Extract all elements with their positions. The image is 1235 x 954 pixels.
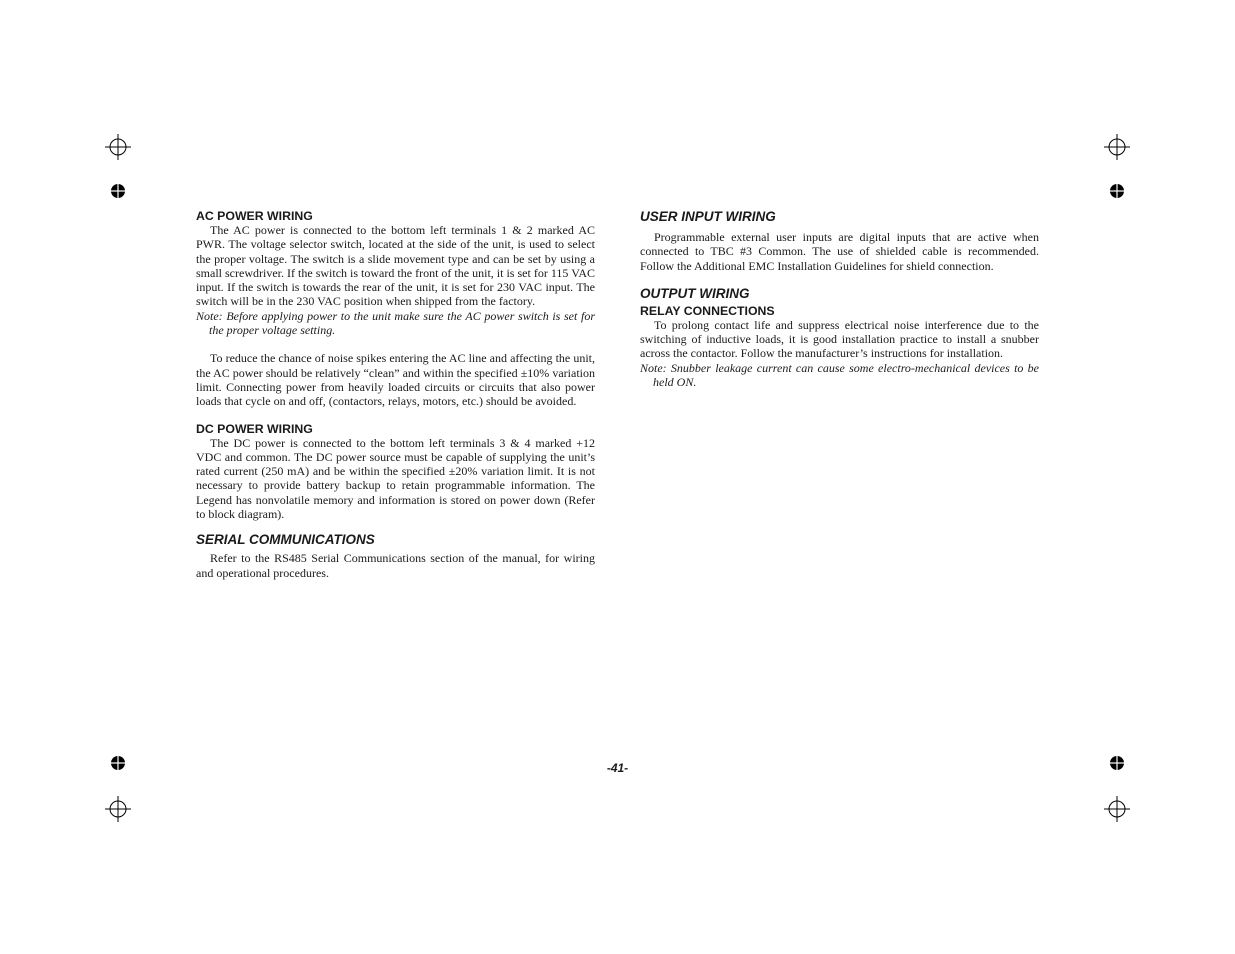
dc-power-heading: DC POWER WIRING — [196, 421, 313, 436]
output-wiring-heading: OUTPUT WIRING — [640, 285, 750, 301]
user-input-heading: USER INPUT WIRING — [640, 209, 776, 224]
dc-power-body: The DC power is connected to the bottom left terminals 3 & 4 marked +12 VDC and common. The DC power source must be capable of supplying the unit’s rated current (250 mA) and be within the specified ±20% variation limit. It is not necessary to provide battery backup to retain programmable information. The Legend has nonvolatile memory and information is stored on power down (Refer to block diagram). — [196, 435, 595, 522]
user-input-body: Programmable external user inputs are digital inputs that are active when connected to TBC #3 Common. The use of shielded cable is recommended. Follow the Additional EMC Installation Guidelines for shield connection. — [640, 230, 1039, 273]
registration-crosshair-icon — [105, 134, 131, 160]
right-column — [640, 209, 1039, 389]
ac-power-body: The AC power is connected to the bottom left terminals 1 & 2 marked AC PWR. The voltage selector switch, located at the side of the unit, is used to select the proper voltage. The switch is a slide movement type and can be set by using a small screwdriver. If the switch is toward the front of the unit, it is set for 115 VAC input. If the switch is towards the rear of the unit, it is set for 230 VAC input. The switch will be in the 230 VAC position when shipped from the factory. — [196, 223, 595, 309]
registration-dot-icon — [1109, 183, 1125, 199]
registration-crosshair-icon — [1104, 134, 1130, 160]
registration-crosshair-icon — [1104, 796, 1130, 822]
ac-power-note: Note: Before applying power to the unit make sure the AC power switch is set for the proper voltage setting. — [196, 308, 595, 338]
registration-dot-icon — [110, 183, 126, 199]
registration-crosshair-icon — [105, 796, 131, 822]
left-column — [196, 209, 595, 580]
serial-communications-heading: SERIAL COMMUNICATIONS — [196, 532, 375, 548]
ac-power-heading: AC POWER WIRING — [196, 209, 313, 223]
relay-connections-body: To prolong contact life and suppress electrical noise interference due to the switching of inductive loads, it is good installation practice to install a snubber across the contactor. Follow the manufacturer’s instructions for installation. — [640, 317, 1039, 361]
ac-power-body-2: To reduce the chance of noise spikes entering the AC line and affecting the unit, the AC power should be relatively “clean” and within the specified ±10% variation limit. Connecting power from heavily loaded circuits or circuits that also power loads that cycle on and off, (contactors, relays, motors, etc.) should be avoided. — [196, 351, 595, 409]
relay-connections-note: Note: Snubber leakage current can cause some electro-mechanical devices to be held ON. — [640, 360, 1039, 390]
page-number: -41- — [606, 761, 629, 775]
relay-connections-heading: RELAY CONNECTIONS — [640, 303, 775, 318]
serial-communications-body: Refer to the RS485 Serial Communications section of the manual, for wiring and operational procedures. — [196, 551, 595, 580]
